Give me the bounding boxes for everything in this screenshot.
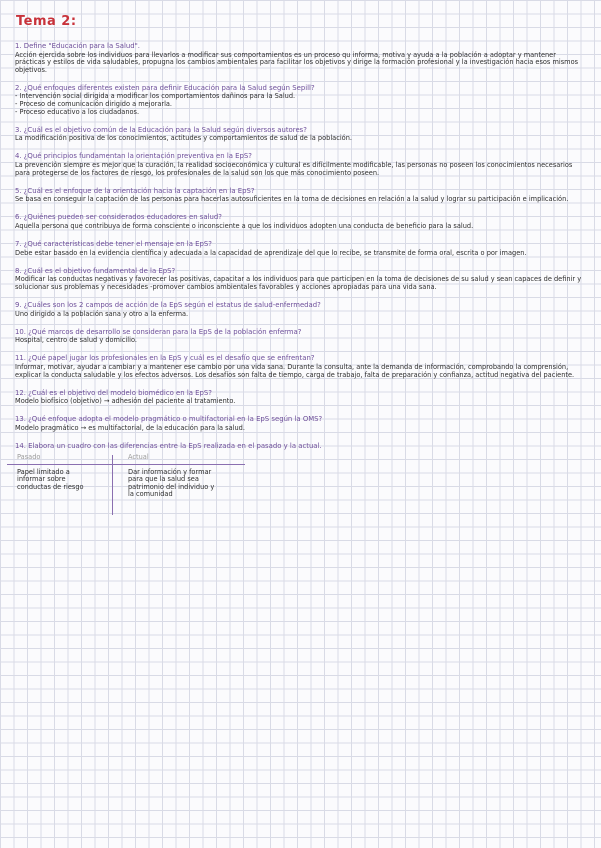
answer-text: - Intervención social dirigida a modificar los comportamientos dañinos para la Salud. <box>15 92 296 101</box>
answer-text: Modificar las conductas negativas y favorecer las positivas, capacitar a los individuos para que participen en la toma de decisiones de su salud y sean capaces de definir y solucionar sus problemas y necesidades -promover cambios ambientales favorables y acciones apropiadas para una vida sana. <box>15 275 582 291</box>
question-list <box>15 42 587 433</box>
question-block <box>15 84 587 116</box>
answer-text: Debe estar basado en la evidencia científica y adecuada a la capacidad de aprendizaje del que lo recibe, se transmite de forma oral, escrita o por imagen. <box>15 248 527 257</box>
question-text: 2. ¿Qué enfoques diferentes existen para definir Educación para la Salud según Sepill? <box>15 83 315 92</box>
question-text: 14. Elabora un cuadro con las diferencias entre la EpS realizada en el pasado y la actual. <box>15 442 322 451</box>
question-text: 3. ¿Cuál es el objetivo común de la Educación para la Salud según diversos autores? <box>15 125 307 134</box>
question-block <box>15 152 587 177</box>
question-block <box>15 354 587 379</box>
comparison-table <box>15 453 587 519</box>
question-text: 11. ¿Qué papel jugar los profesionales en la EpS y cuál es el desafío que se enfrentan? <box>15 354 315 363</box>
question-text: 6. ¿Quiénes pueden ser considerados educadores en salud? <box>15 213 222 222</box>
table-cell-current <box>128 469 248 499</box>
table-divider-horizontal <box>7 464 245 465</box>
question-text: 5. ¿Cuál es el enfoque de la orientación hacia la captación en la EpS? <box>15 186 255 195</box>
answer-text: Aquella persona que contribuya de forma consciente o inconsciente a que los individuos adopten una conducta de beneficio para la salud. <box>15 222 474 230</box>
answer-text: Hospital, centro de salud y domicilio. <box>15 336 137 345</box>
table-divider-vertical <box>112 455 113 515</box>
table-cell-past <box>17 469 107 492</box>
answer-text: Modelo biofísico (objetivo) → adhesión del paciente al tratamiento. <box>15 397 236 406</box>
question-block <box>15 126 587 143</box>
question-block <box>15 328 587 345</box>
answer-text: - Proceso de comunicación dirigido a mejorarla. <box>15 100 173 109</box>
table-cell-line: Dar información y formar <box>128 467 212 476</box>
answer-text: La modificación positiva de los conocimientos, actitudes y comportamientos de salud de la población. <box>15 134 352 143</box>
page-title: Tema 2: <box>16 14 77 29</box>
table-cell-line: conductas de riesgo <box>17 482 84 491</box>
question-block <box>15 213 587 230</box>
question-block <box>15 389 587 406</box>
question-block <box>15 415 587 432</box>
answer-text: Acción ejercida sobre los individuos para llevarlos a modificar sus comportamientos es un proceso qu informa, motiva y ayuda a la población a adoptar y mantener prácticas y estilos de vida saludables, propugna los cambios ambientales para facilitar los objetivos y dirige la formación profesional y la investigación hacia esos mismos objetivos. <box>15 50 579 74</box>
question-text: 13. ¿Qué enfoque adopta el modelo pragmático o multifactorial en la EpS según la OMS? <box>15 415 323 424</box>
question-block <box>15 187 587 204</box>
question-text: 12. ¿Cuál es el objetivo del modelo biomédico en la EpS? <box>15 388 212 397</box>
table-cell-line: la comunidad <box>128 490 173 499</box>
question-text: 9. ¿Cuáles son los 2 campos de acción de la EpS según el estatus de salud-enfermedad? <box>15 301 321 310</box>
question-block <box>15 240 587 257</box>
question-block-table <box>15 442 587 519</box>
answer-text: Informar, motivar, ayudar a cambiar y a mantener ese cambio por una vida sana. Durante la consulta, ante la demanda de información, comprobando la comprensión, explicar la conducta saludable y los efectos adversos. Los desafíos son falta de tiempo, carga de trabajo, falta de preparación y confianza, actitud negativa del paciente. <box>15 363 575 379</box>
question-text: 7. ¿Qué características debe tener el mensaje en la EpS? <box>15 240 212 249</box>
question-block <box>15 267 587 292</box>
question-block <box>15 42 587 74</box>
answer-text: - Proceso educativo a los ciudadanos. <box>15 107 140 116</box>
table-cell-line: informar sobre <box>17 475 66 484</box>
answer-text: Uno dirigido a la población sana y otro a la enferma. <box>15 309 189 318</box>
question-block <box>15 301 587 318</box>
notes-page <box>15 14 587 528</box>
table-cell-line: Papel limitado a <box>17 467 70 476</box>
table-cell-line: para que la salud sea <box>128 475 199 484</box>
question-text: 8. ¿Cuál es el objetivo fundamental de la EpS? <box>15 266 176 275</box>
answer-text: Se basa en conseguir la captación de las personas para hacerlas autosuficientes en la toma de decisiones en relación a la salud y lograr su participación e implicación. <box>15 195 569 204</box>
answer-text: La prevención siempre es mejor que la curación, la realidad socioeconómica y cultural es difícilmente modificable, las personas no poseen los conocimientos necesarios para protegerse de los factores de riesgo, los profesionales de la salud son los que más conocimiento poseen. <box>15 161 573 177</box>
table-cell-line: patrimonio del individuo y <box>128 482 215 491</box>
answer-text: Modelo pragmático → es multifactorial, de la educación para la salud. <box>15 424 245 432</box>
table-header-past: Pasado <box>17 452 41 461</box>
table-header-current: Actual <box>128 452 149 461</box>
question-text: 4. ¿Qué principios fundamentan la orientación preventiva en la EpS? <box>15 152 252 161</box>
question-text: 10. ¿Qué marcos de desarrollo se consideran para la EpS de la población enferma? <box>15 327 302 336</box>
question-text: 1. Define "Educación para la Salud". <box>15 42 140 50</box>
